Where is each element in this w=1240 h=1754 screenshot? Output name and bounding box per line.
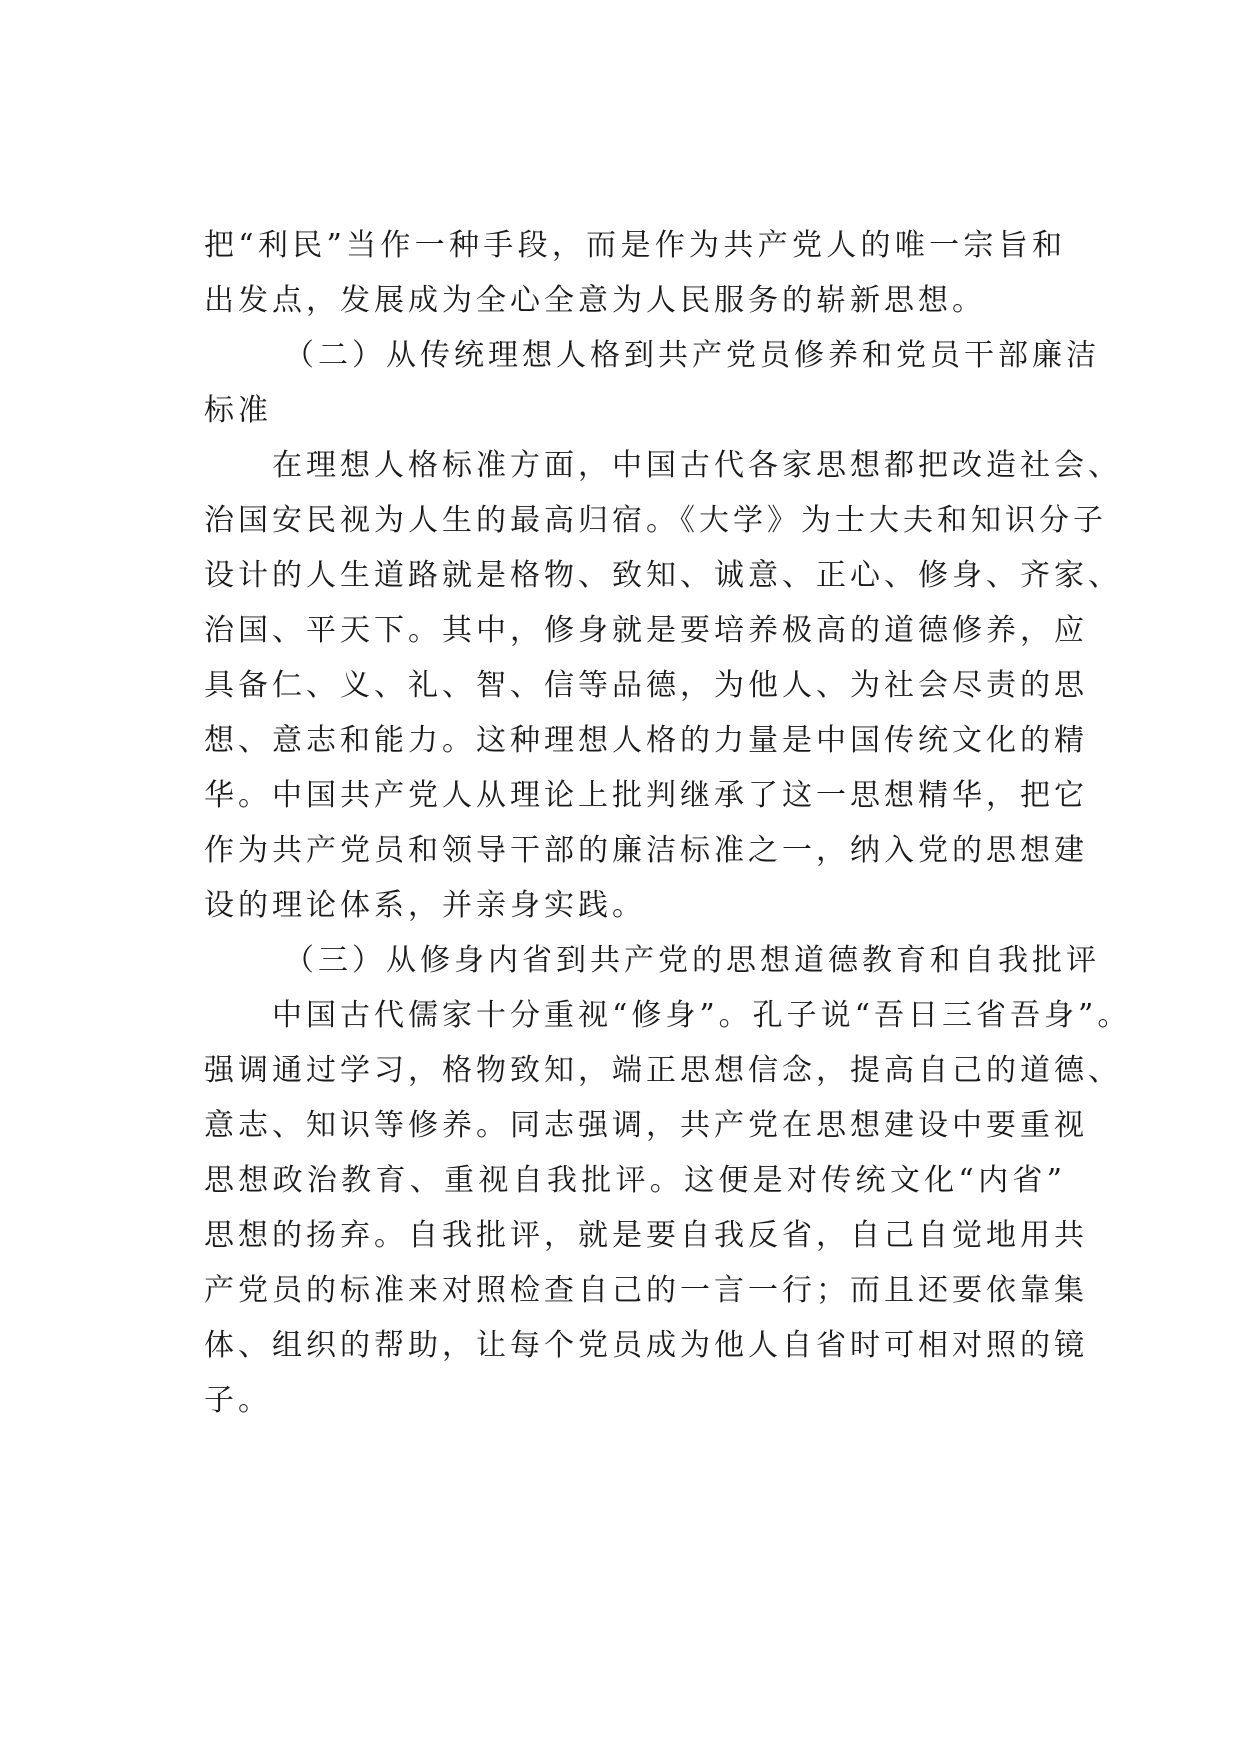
heading-line: 标准: [204, 393, 272, 428]
text-line: 思想的扬弃。自我批评，就是要自我反省，自己自觉地用共: [204, 1218, 1088, 1253]
text-line: 产党员的标准来对照检查自己的一言一行；而且还要依靠集: [204, 1273, 1088, 1308]
text-line: 作为共产党员和领导干部的廉洁标准之一，纳入党的思想建: [204, 833, 1088, 868]
paragraph: [204, 218, 1066, 328]
heading-line: （三）从修身内省到共产党的思想道德教育和自我批评: [284, 943, 1100, 978]
text-line: 设计的人生道路就是格物、致知、诚意、正心、修身、齐家、: [204, 558, 1122, 593]
text-line: 体、组织的帮助，让每个党员成为他人自省时可相对照的镜: [204, 1328, 1088, 1363]
text-line: 治国安民视为人生的最高归宿。《大学》为士大夫和知识分子: [204, 503, 1107, 538]
heading-line: （二）从传统理想人格到共产党员修养和党员干部廉洁: [284, 338, 1100, 373]
text-line: 想、意志和能力。这种理想人格的力量是中国传统文化的精: [204, 723, 1088, 758]
text-line: 出发点，发展成为全心全意为人民服务的崭新思想。: [204, 283, 986, 318]
text-line: 治国、平天下。其中，修身就是要培养极高的道德修养，应: [204, 613, 1088, 648]
text-line: 设的理论体系，并亲身实践。: [204, 888, 646, 923]
section-heading: [204, 328, 1100, 438]
text-line: 意志、知识等修养。同志强调，共产党在思想建设中要重视: [204, 1108, 1088, 1143]
paragraph: [204, 438, 1122, 933]
text-line: 具备仁、义、礼、智、信等品德，为他人、为社会尽责的思: [204, 668, 1088, 703]
text-line: 中国古代儒家十分重视“修身”。孔子说“吾日三省吾身”。: [272, 998, 1132, 1033]
paragraph: [204, 988, 1132, 1428]
text-line: 子。: [204, 1383, 272, 1418]
text-line: 思想政治教育、重视自我批评。这便是对传统文化“内省”: [204, 1163, 1066, 1198]
document-body: [204, 218, 1132, 1428]
text-line: 华。中国共产党人从理论上批判继承了这一思想精华，把它: [204, 778, 1088, 813]
text-line: 把“利民”当作一种手段，而是作为共产党人的唯一宗旨和: [204, 228, 1066, 263]
section-heading: [204, 933, 1100, 988]
text-line: 强调通过学习，格物致知，端正思想信念，提高自己的道德、: [204, 1053, 1122, 1088]
text-line: 在理想人格标准方面，中国古代各家思想都把改造社会、: [272, 448, 1122, 483]
